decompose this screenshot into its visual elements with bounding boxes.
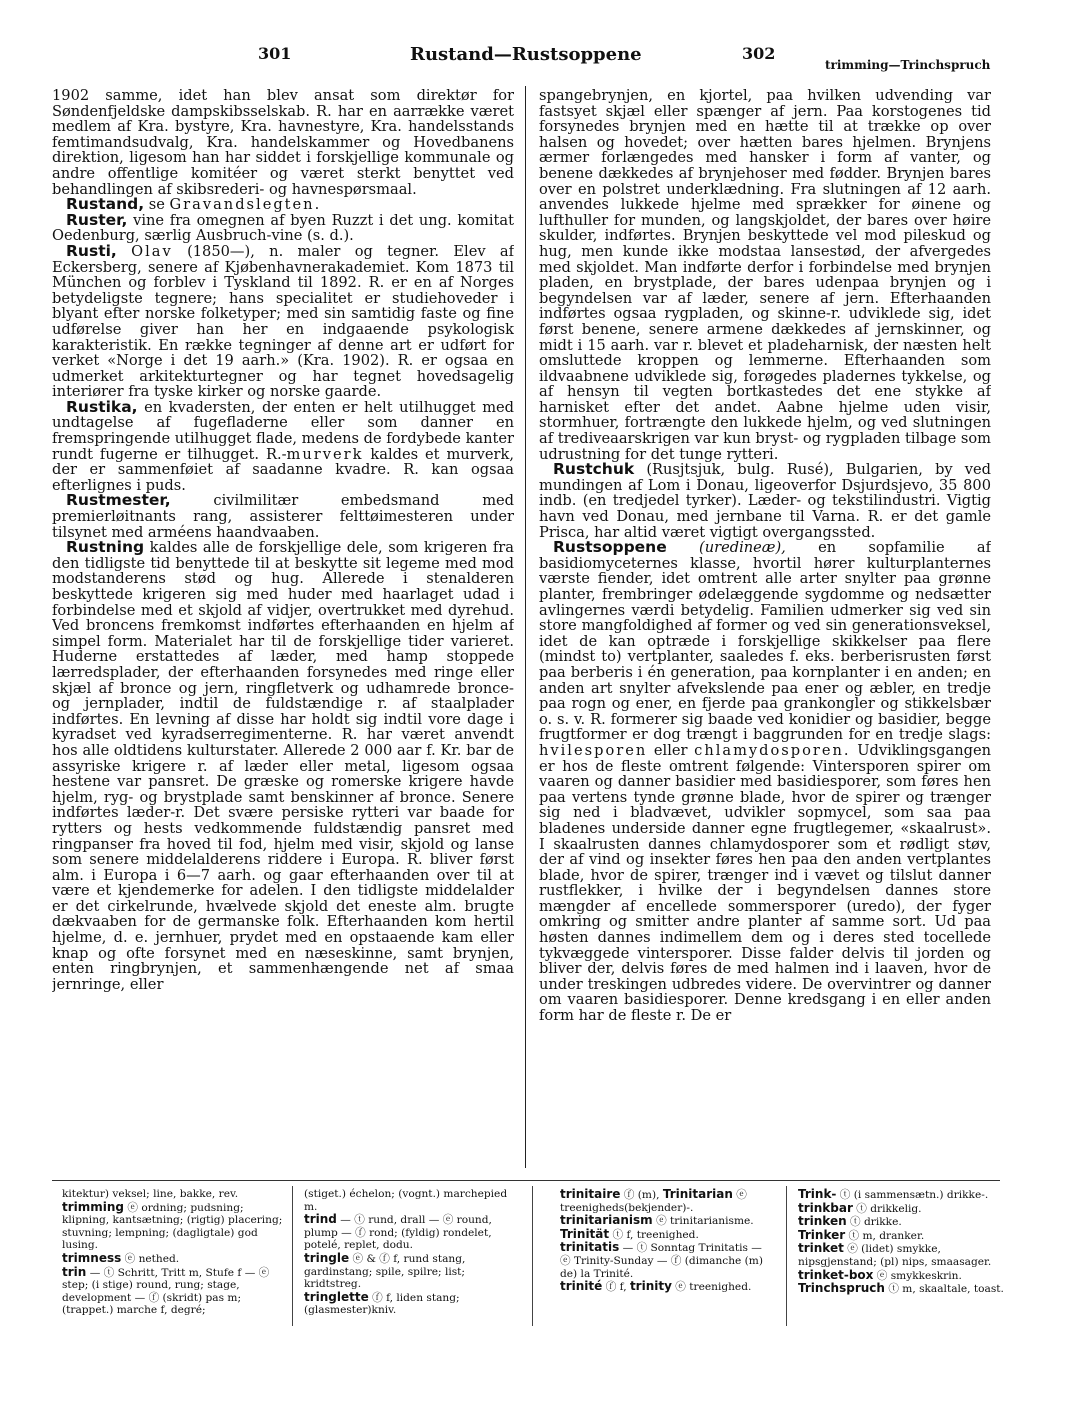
spaced-term: chlamydosporen. bbox=[694, 741, 851, 759]
footer-entry bbox=[560, 1188, 770, 1214]
footer-entry bbox=[62, 1266, 284, 1317]
footer-headword: trimness bbox=[62, 1250, 122, 1265]
footer-headword: trinket bbox=[798, 1241, 844, 1256]
footer-entry bbox=[798, 1202, 1008, 1216]
footer-text: ⓣ m, skaaltale, toast. bbox=[888, 1283, 1004, 1296]
dictionary-footer-column-4 bbox=[798, 1188, 1008, 1328]
entry-rustning bbox=[52, 540, 514, 992]
entry-text: kaldes et murverk, der er sammenføiet af saadanne kvadre. R. kan ogsaa efterlignes i puds. bbox=[52, 445, 514, 494]
entry-text: vine fra omegnen af byen Ruzzt i det ung. komitat Oedenburg, særlig Ausbruch-vine (s. d.). bbox=[52, 211, 514, 245]
dictionary-footer-column-2 bbox=[304, 1188, 516, 1328]
footer-entry bbox=[304, 1252, 516, 1291]
entry-text: en sopfamilie af basidiomyceternes klasse, hvortil hører kulturplanternes værste fiender, idet omtrent alle arter snylter paa grønne planter, frembringer ødelæggende sygdomme og nedsætter avlingernes værdi betydelig. Familien udmerker sig ved sin store mangfoldighed af former og ved sin generationsveksel, idet de kan optræde i forskjellige skikkelser paa flere (mindst to) vertplanter, saaledes f. eks. berberisrusten først paa berberis i én generation, paa kornplanter i en anden; en anden art snylter afvekslende paa ener og æbler, en tredje paa rogn og ener, en fjerde paa grankongler og stikkelsbær o. s. v. R. formerer sig baade ved konidier og basidier, begge frugtformer er dog trængt i baggrunden for en tredje slags: bbox=[539, 539, 991, 744]
column-divider bbox=[525, 86, 526, 1168]
spaced-term: murverk bbox=[286, 445, 364, 463]
footer-headword: Trinität bbox=[560, 1226, 610, 1241]
footer-headword: Trink- bbox=[798, 1188, 837, 1201]
footer-text: ⓔ & ⓕ f, rund stang, gardinstang; spile, spilre; list; kridtstreg. bbox=[304, 1252, 466, 1291]
headword: Rustand, bbox=[66, 195, 145, 214]
footer-entry bbox=[62, 1252, 284, 1266]
left-column bbox=[52, 88, 514, 1168]
footer-text: — ⓣ rund, drall — ⓔ round, plump — ⓕ rond; (fyldig) rondelet, potelé, replet, dodu. bbox=[304, 1214, 492, 1252]
footer-entry bbox=[798, 1215, 1008, 1229]
cross-reference: Gravandslegten. bbox=[169, 196, 322, 214]
footer-headword: Trinker bbox=[798, 1227, 846, 1242]
footer-text: ⓕ f, liden stang; (glasmester)kniv. bbox=[304, 1291, 460, 1317]
footer-text: ⓔ nethed. bbox=[124, 1252, 180, 1265]
page-number-right: 302 bbox=[742, 44, 776, 63]
footer-text: ⓔ treenigheds(bekjender)-. bbox=[560, 1189, 747, 1214]
footer-text: ⓔ (lidet) smykke, nipsgjenstand; (pl) nips, smaasager. bbox=[798, 1243, 992, 1268]
footer-headword: trinity bbox=[629, 1279, 672, 1294]
entry-text: (1850—), n. maler og tegner. Elev af Eckersberg, senere af Kjøbenhavnerakademiet. Kom 1873 til München og forblev i Tyskland til 1892. R. er en af Norges betydeligste tegnere; hans specialitet er studiehoveder i blyant efter norske folketyper; med sin samtidig faste og fine udførelse giver han her en indgaaende psykologisk karakteristik. En række tegninger af denne art er udført for verket «Norge i det 19 aarh.» (Kra. 1902). R. er ogsaa en udmerket arkitekturtegner og har tegnet hovedsagelig interiører fra tyske kirker og norske gaarde. bbox=[52, 242, 514, 401]
footer-headword: trinitarianism bbox=[560, 1213, 653, 1228]
footer-entry bbox=[560, 1214, 770, 1228]
headword: Rustsoppene bbox=[553, 538, 667, 557]
footer-text: ⓔ trinitarianisme. bbox=[656, 1215, 754, 1228]
entry-text: se bbox=[148, 196, 165, 214]
footer-entry bbox=[798, 1282, 1008, 1296]
footer-entry bbox=[560, 1241, 770, 1280]
headword: Rustmester, bbox=[66, 491, 171, 510]
footer-entry bbox=[798, 1188, 1008, 1202]
entry-text: eller bbox=[653, 741, 688, 759]
entry-text: en kvadersten, der enten er helt utilhugget med undtagelse af fugefladerne eller som danner en fremspringende utilhugget flade, medens de fordybede kanter rundt fugerne er tilhugget. R.- bbox=[52, 398, 514, 463]
footer-text: ⓔ ordning; pudsning; klipning, kantsætning; (rigtig) placering; stuvning; lempning; (dagligtale) god lusing. bbox=[62, 1201, 283, 1252]
footer-headword: Trinchspruch bbox=[798, 1281, 885, 1296]
spaced-term: hvilesporen bbox=[539, 741, 648, 759]
entry-text: (Rusjtsjuk, bulg. Rusé), Bulgarien, by ved mundingen af Lom i Donau, ligeoverfor Dsjurdsjevo, 35 800 indb. (en tredjedel tyrker). Læder- og tekstilindustri. Vigtig havn ved Donau, med jernbane til Varna. R. er det gamle Prisca, har altid været vigtigt overgangssted. bbox=[539, 461, 991, 541]
footer-entry bbox=[798, 1229, 1008, 1243]
entry-ruster bbox=[52, 210, 514, 245]
headword: Rustika, bbox=[66, 397, 138, 416]
headword: Rustning bbox=[66, 538, 145, 557]
footer-entry bbox=[62, 1201, 284, 1252]
footer-headword: trinket-box bbox=[798, 1267, 874, 1282]
page-title: Rustand—Rustsoppene bbox=[410, 44, 642, 65]
footer-text: ⓔ treenighed. bbox=[675, 1281, 752, 1294]
footer-headword: trinkbar bbox=[798, 1200, 853, 1215]
footer-column-divider bbox=[786, 1186, 787, 1326]
footer-headword: trind bbox=[304, 1212, 337, 1227]
dictionary-footer-column-1 bbox=[62, 1188, 284, 1328]
continued-paragraph: spangebrynjen, en kjortel, paa hvilken udvending var fastsyet skjæl eller spænger af jern. Paa korstogenes tid forsynedes brynjen med en hætte til at trække op over halsen og hovedet; over hætten bares hjelmen. Brynjens ærmer forlængedes med hansker i form af vanter, og benene dækkedes af brynjehoser med fødder. Brynjen bares over en polstret underklædning. Fra slutningen af 12 aarh. anvendes lukkede hjelme med sprækker for øinene og lufthuller for munden, og langskjoldet, der bares over høire skulder, indførtes. Brynjen beskyttede vel mod pileskud og hug, men kunde ikke modstaa lansestød, der afvergedes med skjoldet. Man indførte derfor i forbindelse med brynjen pladen, en brystplade, der bares udenpaa brynjen og i begyndelsen var af læder, senere af jern. Efterhaanden indførtes ogsaa rygpladen, og skinne-r. udviklede sig, idet først benene, senere armene dækkedes af jernskinner, og midt i 15 aarh. var r. blevet et pladeharnisk, der næsten helt omsluttede kroppen og lemmerne. Efterhaanden som ildvaabnene udviklede sig, forøgedes pladernes tykkelse, og af hensyn til vegten bortkastedes det ene stykke af harnisket efter det andet. Aabne hjelme uden visir, stormhuer, fortrængte den lukkede hjelm, og ved slutningen af trediveaarskrigen var kun bryst- og rygpladen tilbage som udrustning for det tunge rytteri. bbox=[539, 88, 991, 463]
footer-headword: tringle bbox=[304, 1250, 350, 1265]
page-number-left: 301 bbox=[258, 44, 292, 63]
footer-entry bbox=[304, 1213, 516, 1252]
footer-text: ⓔ smykkeskrin. bbox=[876, 1269, 962, 1282]
footer-column-divider bbox=[532, 1186, 533, 1326]
entry-text: Udviklingsgangen er hos de fleste omtrent følgende: Vintersporen spirer om vaaren og danner basidier med basidiesporer, som føres hen paa vertens tynde grønne blade, hvor de spirer og trænger sig ned i bladvævet, udvikler sopmycel, som saa paa bladenes underside danner egne frugtlegemer, «skaalrust». I skaalrusten dannes chlamydosporer som et rødligt støv, der af vind og insekter føres hen paa den anden vertplantes blade, hvor de spirer, trænger ind i vævet og tilslut danner rustflekker, i hvilke der i begyndelsen dannes store mængder af encellede sommersporer (uredo), der fyger omkring og smitter andre planter af samme sort. Ud paa høsten dannes indimellem dem og i deres sted tocellede tykvæggede vintersporer. Disse falder delvis til jorden og bliver der, delvis føres de med halmen ind i laaven, hvor de under treskingen udbredes videre. De overvintrer og danner om vaaren basidiesporer. Denne kredsgang i en eller anden form har de fleste r. De er bbox=[539, 741, 991, 1025]
footer-headword: trin bbox=[62, 1264, 87, 1279]
footer-text: ⓣ f, treenighed. bbox=[612, 1228, 699, 1241]
footer-entry bbox=[560, 1280, 770, 1294]
continued-paragraph: 1902 samme, idet han blev ansat som direktør for Søndenfjeldske dampskibsselskab. R. har en aarrække været medlem af Kra. bystyre, Kra. havnestyre, Kra. handelsstands femtimandsudvalg, Kra. handelskammer og Hovedbanens direktion, ligesom han har siddet i forskjellige kommunale og andre offentlige komitéer og været sterkt benyttet ved behandlingen af skibsrederi- og havnespørsmaal. bbox=[52, 88, 514, 198]
footer-entry bbox=[560, 1228, 770, 1242]
headword: Rustchuk bbox=[553, 460, 635, 479]
headword: Rusti, bbox=[66, 241, 117, 260]
page-right-guide-words: trimming—Trinchspruch bbox=[825, 58, 991, 72]
headword: Ruster, bbox=[66, 210, 128, 229]
footer-entry bbox=[798, 1269, 1008, 1283]
footer-entry bbox=[798, 1242, 1008, 1268]
footer-text: ⓣ m, dranker. bbox=[848, 1229, 925, 1242]
footer-headword: trimming bbox=[62, 1199, 125, 1214]
footer-entry bbox=[304, 1291, 516, 1317]
entry-rustika bbox=[52, 397, 514, 494]
footer-divider bbox=[52, 1180, 1000, 1181]
footer-entry: (stiget.) échelon; (vognt.) marchepied m. bbox=[304, 1188, 508, 1213]
footer-text: — ⓣ Schritt, Tritt m, Stufe f — ⓔ step; (i stige) round, rung; stage, development — ⓕ (skridt) pas m; (trappet.) marche f, degré; bbox=[62, 1266, 270, 1317]
footer-text: ⓣ (i sammensætn.) drikke-. bbox=[839, 1189, 989, 1201]
footer-entry: kitektur) veksel; line, bakke, rev. bbox=[62, 1188, 239, 1200]
footer-text: ⓣ drikkelig. bbox=[856, 1202, 922, 1215]
person-name: Olav bbox=[131, 242, 173, 260]
entry-text: civilmilitær embedsmand med premierløitnants rang, assisterer felttøimesteren under tilsynet med arméens haandvaaben. bbox=[52, 492, 514, 541]
right-column bbox=[539, 88, 991, 1168]
entry-rustmester bbox=[52, 493, 514, 540]
entry-text: kaldes alle de forskjellige dele, som krigeren fra den tidligste tid benyttede til at beskytte sit legeme med mod modstanderens stød og hug. Allerede i stenalderen beskyttede krigeren sig med huder med haarlaget udad i forbindelse med et skjold af vidjer, overtrukket med dyrehud. Ved broncens fremkomst indførtes efterhaanden en hjelm af simpel form. Materialet har til de forskjellige tider varieret. Huderne erstattedes af læder, med hamp stoppede lærredsplader, der efterhaanden forsynedes med ringe eller skjæl af bronce og jern, ringfletverk og udhamrede bronce- og jernplader, indtil de fuldstændige r. af staalplader indførtes. En levning af disse har holdt sig indtil vore dage i kyradset ved kyradserregimenterne. R. har været anvendt hos alle oldtidens kulturstater. Allerede 2 000 aar f. Kr. bar de assyriske krigere r. af læder eller metal, ligesom ogsaa hestene var pansret. De græske og romerske krigere havde hjelm, ryg- og brystplade samt benskinner af bronce. Senere indførtes læder-r. Det svære persiske rytteri var baade for rytters og hests vedkommende fuldstændig pansret med ringpanser fra hoved til fod, hjelm med visir, skjold og lanse som senere middelalderens riddere i Europa. R. bliver først alm. i Europa i 6—7 aarh. og gaar efterhaanden over til at være et kjendemerke for adelen. I den tidligste middelalder er det cirkelrunde, hvælvede skjold det eneste alm. brugte dækvaaben for de germanske folk. Efterhaanden kom hertil hjelme, d. e. jernhuer, prydet med en opstaaende kam eller knap og ofte forsynet med en næseskinne, samt brynjen, enten ringbrynjen, et sammenhængende net af smaa jernringe, eller bbox=[52, 539, 514, 993]
footer-headword: trinken bbox=[798, 1214, 847, 1229]
footer-headword: tringlette bbox=[304, 1289, 369, 1304]
footer-text: ⓣ drikke. bbox=[850, 1216, 902, 1229]
footer-headword: trinité bbox=[560, 1279, 603, 1294]
footer-text: ⓕ (m), bbox=[623, 1189, 660, 1201]
dictionary-footer-column-3 bbox=[560, 1188, 770, 1328]
entry-rusti bbox=[52, 241, 514, 401]
footer-headword: Trinitarian bbox=[662, 1188, 733, 1201]
footer-headword: trinitatis bbox=[560, 1240, 620, 1255]
entry-rustsoppene bbox=[539, 540, 991, 1023]
latin-name: (uredineæ), bbox=[699, 539, 786, 557]
entry-rustchuk bbox=[539, 462, 991, 540]
footer-headword: trinitaire bbox=[560, 1188, 621, 1201]
footer-text: — ⓣ Sonntag Trinitatis — ⓔ Trinity-Sunday — ⓕ (dimanche (m) de) la Trinité. bbox=[560, 1242, 763, 1280]
footer-column-divider bbox=[292, 1186, 293, 1326]
footer-text: ⓕ f, bbox=[605, 1281, 627, 1294]
